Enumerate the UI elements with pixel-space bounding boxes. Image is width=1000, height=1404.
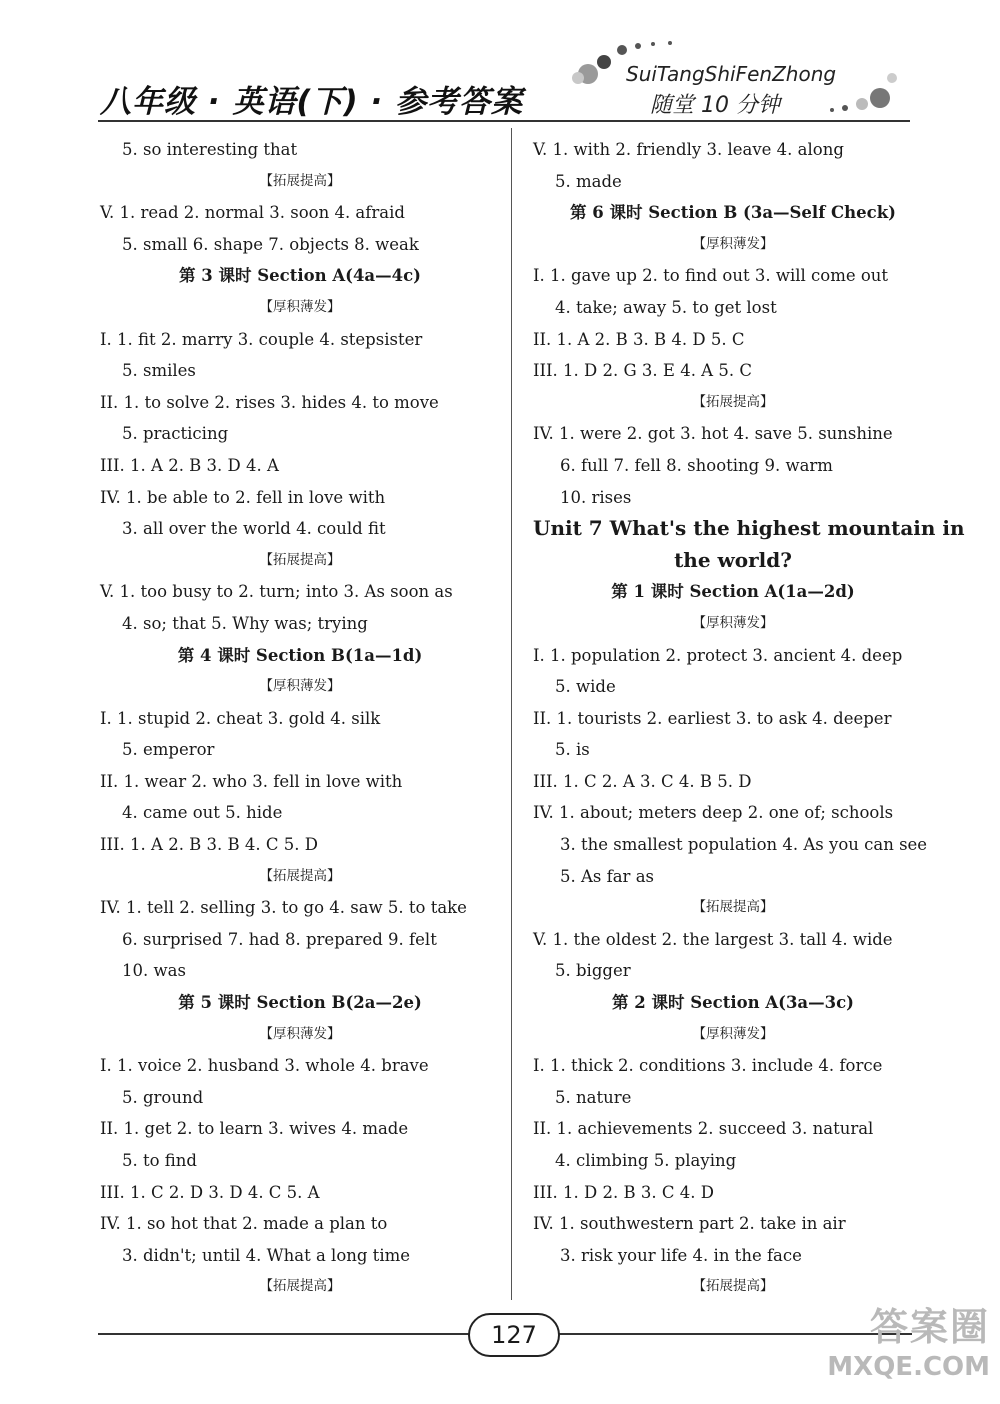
section-tag: 【拓展提高】 bbox=[259, 1278, 341, 1295]
answer-line-continued: 5. wide bbox=[555, 677, 616, 697]
answer-line-continued: 4. climbing 5. playing bbox=[555, 1151, 737, 1170]
answer-line: V. 1. too busy to 2. turn; into 3. As soon as bbox=[100, 582, 453, 602]
answer-line: I. 1. fit 2. marry 3. couple 4. stepsister bbox=[100, 329, 423, 349]
section-tag: 【厚积薄发】 bbox=[692, 1025, 774, 1042]
answer-line-continued: 3. all over the world 4. could fit bbox=[122, 519, 386, 539]
column-divider bbox=[511, 128, 512, 1300]
answer-line: I. 1. gave up 2. to find out 3. will come out bbox=[533, 266, 889, 286]
answer-line: IV. 1. about; meters deep 2. one of; schools bbox=[533, 803, 894, 823]
answer-line-continued: 5. bigger bbox=[555, 961, 631, 981]
answer-line-continued: 5. As far as bbox=[560, 866, 654, 886]
answer-line: IV. 1. be able to 2. fell in love with bbox=[100, 487, 386, 507]
answer-line-continued: 4. came out 5. hide bbox=[122, 803, 283, 823]
section-tag: 【厚积薄发】 bbox=[692, 614, 774, 631]
answer-line-continued: 10. was bbox=[122, 961, 186, 981]
footer-rule-left bbox=[98, 1333, 470, 1335]
answer-line: II. 1. tourists 2. earliest 3. to ask 4. deeper bbox=[533, 708, 892, 728]
answer-line-continued: 5. ground bbox=[122, 1087, 204, 1107]
answer-line-continued: 6. surprised 7. had 8. prepared 9. felt bbox=[122, 929, 437, 949]
brand-name-en: SuiTangShiFenZhong bbox=[626, 62, 837, 86]
section-tag: 【厚积薄发】 bbox=[259, 678, 341, 695]
lesson-heading: 第 6 课时 Section B (3a—Self Check) bbox=[570, 203, 896, 223]
answer-line-continued: 4. so; that 5. Why was; trying bbox=[122, 613, 368, 633]
answer-line: V. 1. with 2. friendly 3. leave 4. along bbox=[533, 140, 844, 159]
answer-line-continued: 5. smiles bbox=[122, 361, 196, 381]
answer-line: II. 1. A 2. B 3. B 4. D 5. C bbox=[533, 329, 745, 349]
section-tag: 【拓展提高】 bbox=[692, 1278, 774, 1295]
section-tag: 【拓展提高】 bbox=[259, 172, 341, 189]
page-header bbox=[0, 0, 1000, 130]
watermark-logo-text: 答案圈 bbox=[869, 1305, 990, 1349]
answer-line: III. 1. C 2. A 3. C 4. B 5. D bbox=[533, 771, 752, 791]
answer-line-continued: 5. is bbox=[555, 740, 590, 760]
section-tag: 【厚积薄发】 bbox=[692, 235, 774, 252]
answer-line-continued: 6. full 7. fell 8. shooting 9. warm bbox=[560, 455, 833, 475]
answer-line-continued: 5. small 6. shape 7. objects 8. weak bbox=[122, 234, 419, 254]
section-tag: 【厚积薄发】 bbox=[259, 1025, 341, 1042]
answer-line-continued: 5. emperor bbox=[122, 740, 215, 760]
answer-line: III. 1. C 2. D 3. D 4. C 5. A bbox=[100, 1182, 320, 1202]
answer-line: IV. 1. were 2. got 3. hot 4. save 5. sunshine bbox=[533, 424, 893, 444]
answer-line: V. 1. the oldest 2. the largest 3. tall 4. wide bbox=[533, 929, 893, 949]
answer-line: I. 1. stupid 2. cheat 3. gold 4. silk bbox=[100, 708, 381, 728]
answer-line: I. 1. voice 2. husband 3. whole 4. brave bbox=[100, 1056, 429, 1076]
answer-line: II. 1. wear 2. who 3. fell in love with bbox=[100, 771, 403, 791]
answer-line: III. 1. D 2. G 3. E 4. A 5. C bbox=[533, 361, 752, 381]
answer-line-continued: 10. rises bbox=[560, 487, 632, 507]
header-rule bbox=[98, 120, 910, 122]
answer-line-continued: 5. nature bbox=[555, 1087, 632, 1107]
section-tag: 【拓展提高】 bbox=[259, 551, 341, 568]
answer-line: I. 1. population 2. protect 3. ancient 4. deep bbox=[533, 645, 903, 665]
page-number: 127 bbox=[468, 1313, 560, 1357]
page-title: 八年级 · 英语(下) · 参考答案 bbox=[100, 84, 524, 120]
section-tag: 【拓展提高】 bbox=[259, 867, 341, 884]
lesson-heading: 第 2 课时 Section A(3a—3c) bbox=[612, 993, 854, 1013]
section-tag: 【厚积薄发】 bbox=[259, 298, 341, 315]
answer-line: III. 1. A 2. B 3. B 4. C 5. D bbox=[100, 835, 318, 855]
answer-line: V. 1. read 2. normal 3. soon 4. afraid bbox=[100, 203, 405, 223]
answer-line-continued: 5. so interesting that bbox=[122, 140, 298, 159]
site-watermark bbox=[820, 1304, 990, 1400]
answer-line: IV. 1. southwestern part 2. take in air bbox=[533, 1214, 846, 1234]
lesson-heading: 第 4 课时 Section B(1a—1d) bbox=[177, 645, 423, 665]
lesson-heading: 第 1 课时 Section A(1a—2d) bbox=[611, 582, 855, 602]
answer-line: I. 1. thick 2. conditions 3. include 4. force bbox=[533, 1056, 883, 1076]
left-column bbox=[100, 134, 500, 1303]
answer-line: IV. 1. tell 2. selling 3. to go 4. saw 5. to take bbox=[100, 898, 467, 918]
answer-line: III. 1. D 2. B 3. C 4. D bbox=[533, 1182, 714, 1202]
answer-line: IV. 1. so hot that 2. made a plan to bbox=[100, 1214, 388, 1234]
answer-line: II. 1. to solve 2. rises 3. hides 4. to move bbox=[100, 392, 439, 412]
section-tag: 【拓展提高】 bbox=[692, 393, 774, 410]
answer-line-continued: 3. the smallest population 4. As you can see bbox=[560, 835, 928, 855]
brand-name-cn: 随堂 10 分钟 bbox=[650, 93, 780, 118]
answer-line-continued: 3. risk your life 4. in the face bbox=[560, 1245, 802, 1265]
answer-line: II. 1. achievements 2. succeed 3. natural bbox=[533, 1119, 874, 1139]
answer-line: II. 1. get 2. to learn 3. wives 4. made bbox=[100, 1119, 409, 1139]
lesson-heading: 第 3 课时 Section A(4a—4c) bbox=[179, 266, 421, 286]
answer-line-continued: 3. didn't; until 4. What a long time bbox=[122, 1245, 411, 1265]
watermark-url: MXQE.COM bbox=[827, 1352, 990, 1382]
unit-heading: the world? bbox=[674, 547, 792, 572]
right-column bbox=[533, 134, 965, 1303]
lesson-heading: 第 5 课时 Section B(2a—2e) bbox=[178, 993, 422, 1013]
answer-line-continued: 5. made bbox=[555, 171, 622, 191]
unit-heading: Unit 7 What's the highest mountain in bbox=[533, 516, 965, 541]
answer-line: III. 1. A 2. B 3. D 4. A bbox=[100, 455, 279, 475]
answer-line-continued: 5. to find bbox=[122, 1151, 197, 1170]
section-tag: 【拓展提高】 bbox=[692, 899, 774, 916]
answer-line-continued: 5. practicing bbox=[122, 424, 229, 444]
answer-line-continued: 4. take; away 5. to get lost bbox=[555, 297, 777, 317]
